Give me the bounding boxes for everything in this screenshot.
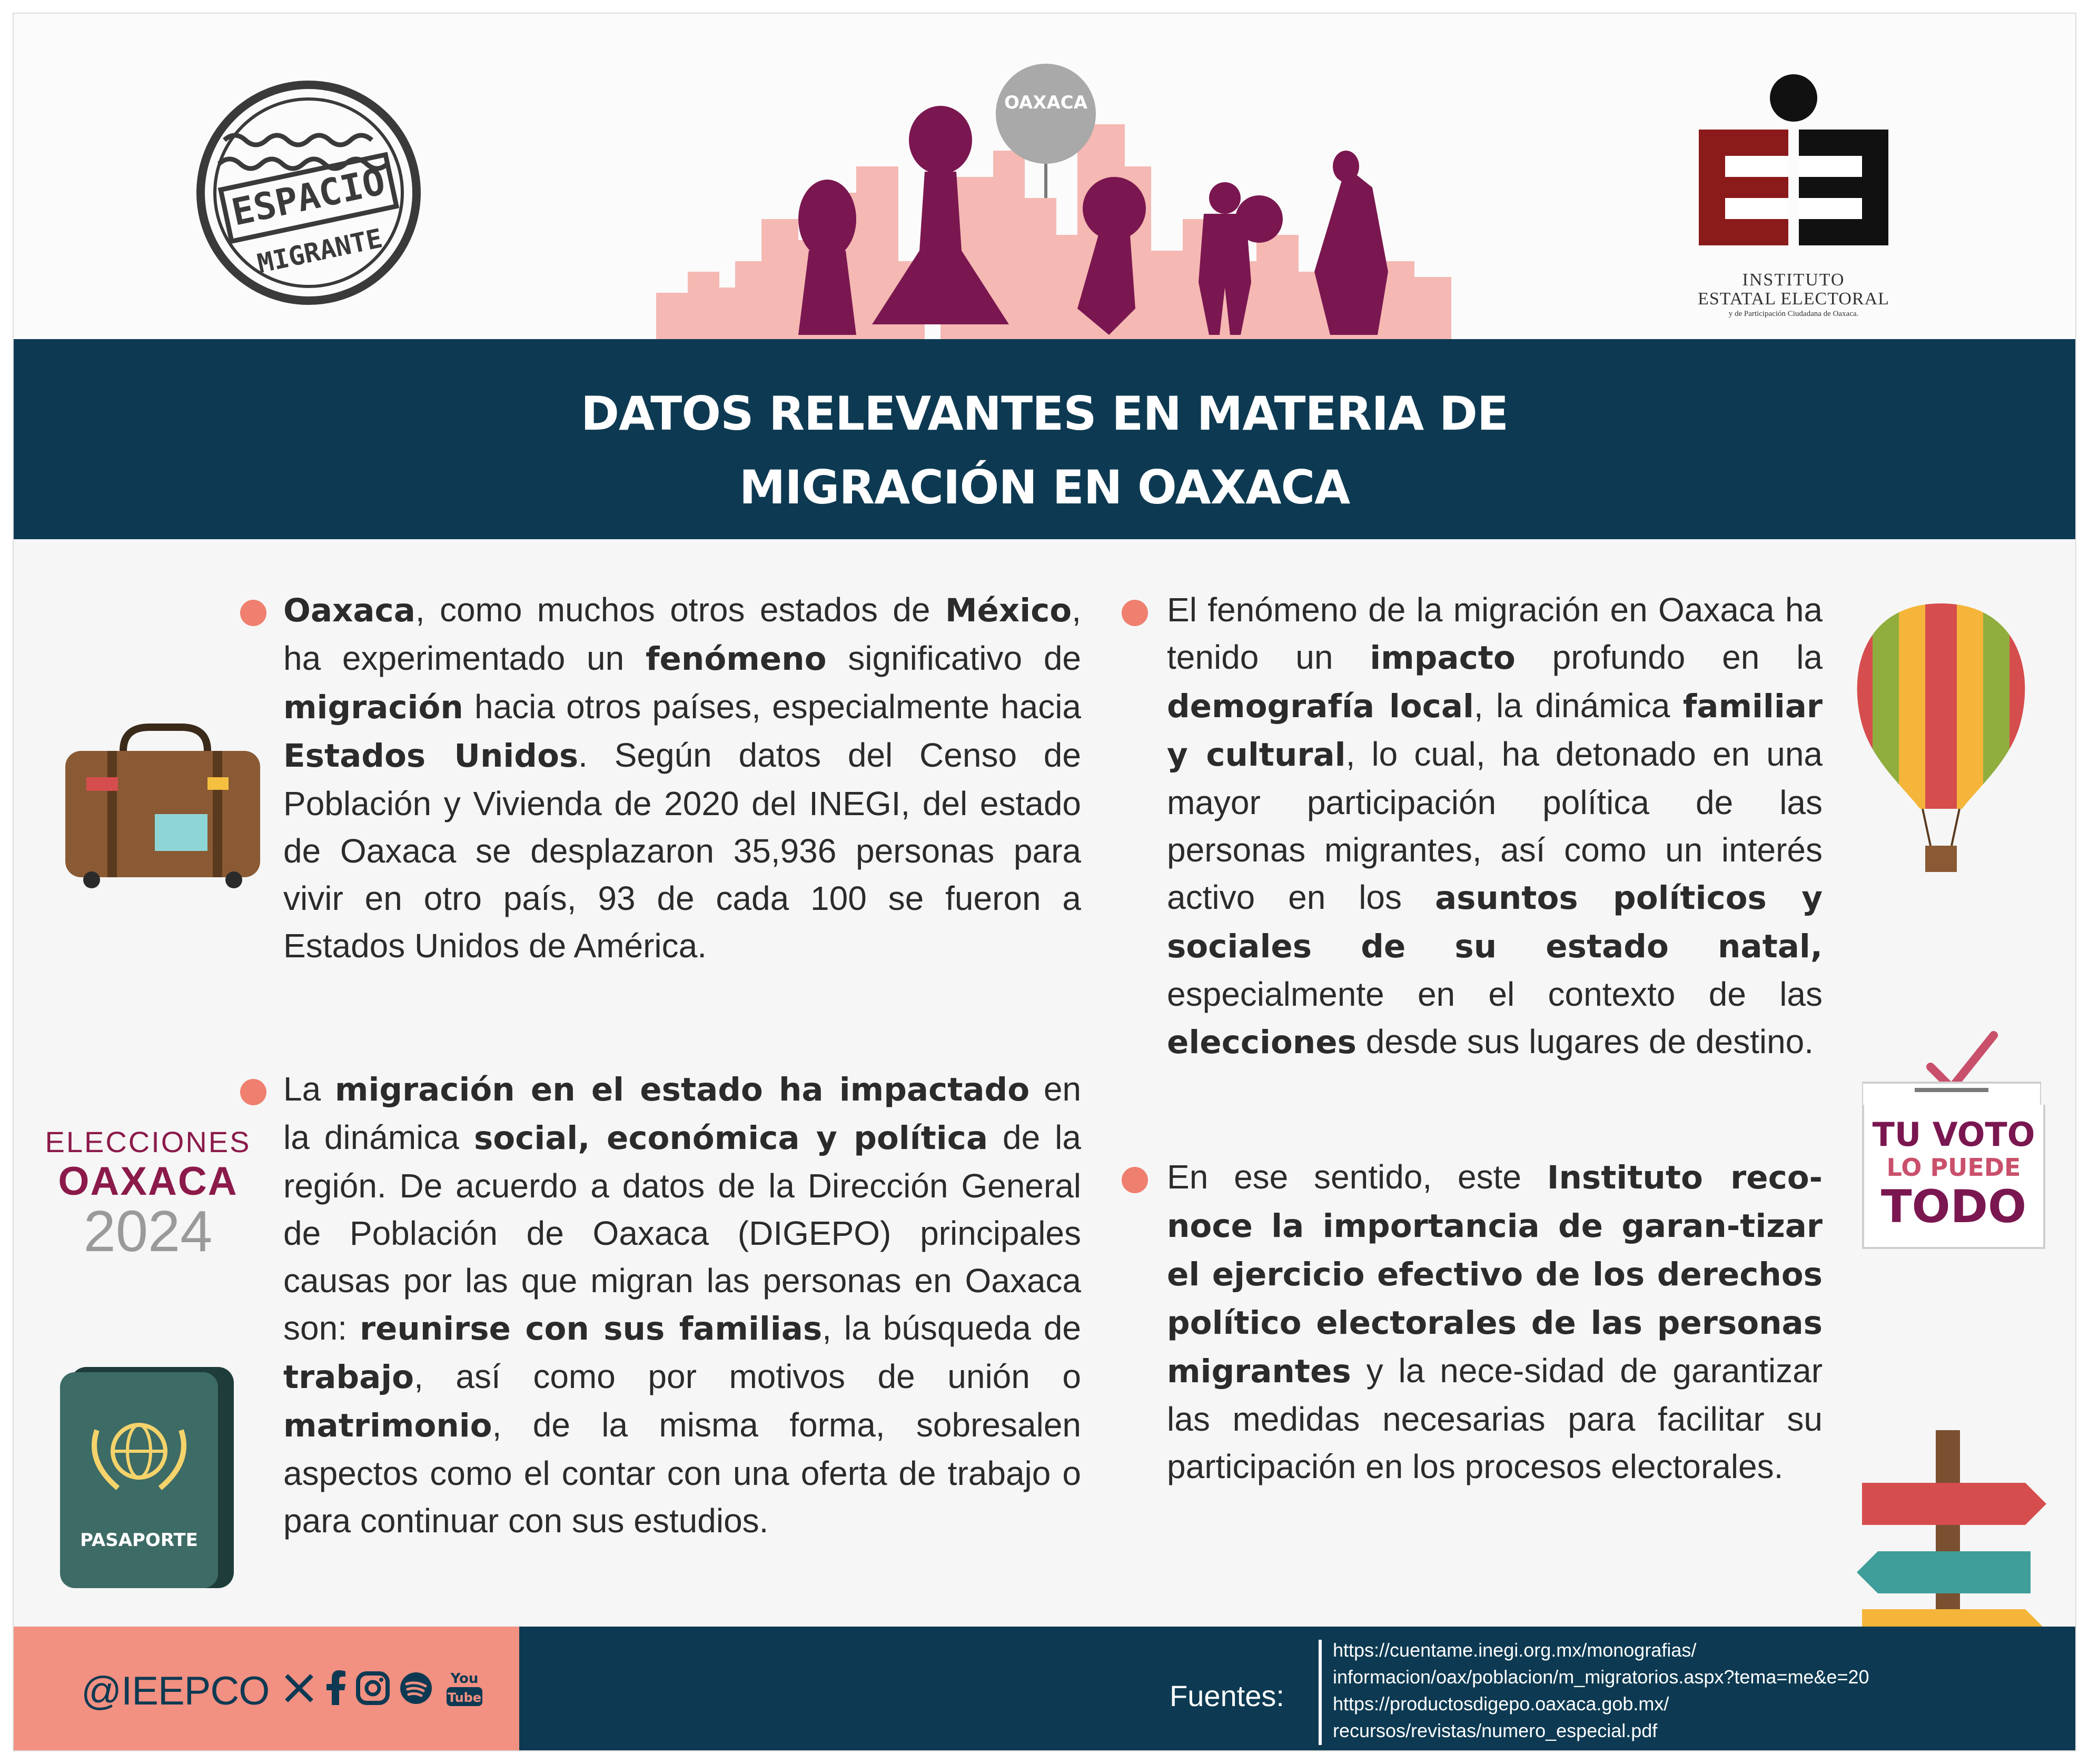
bullet-4 <box>1122 1167 1148 1193</box>
emphasis-text: social, económica y política <box>473 1119 988 1157</box>
body-text: , de la misma forma, sobresalen aspectos como el contar con una oferta de trabajo o para continuar con sus estudios. <box>283 1406 1081 1540</box>
emphasis-text: impacto <box>1370 639 1516 677</box>
left-paragraph-1 <box>283 586 1081 969</box>
right-paragraph-1 <box>1167 586 1823 1066</box>
body-text: significativo de <box>826 639 1082 677</box>
ieepco-name-line2: ESTATAL ELECTORAL <box>1698 289 1889 309</box>
ieepco-name <box>1694 271 1894 319</box>
emphasis-text: demografía local <box>1167 688 1474 725</box>
youtube-icon-bottom: Tube <box>447 1690 482 1705</box>
spotify-icon[interactable] <box>399 1671 433 1705</box>
body-text: desde sus lugares de destino. <box>1356 1023 1814 1061</box>
emphasis-text: fenómeno <box>646 640 827 678</box>
facebook-icon[interactable] <box>325 1670 346 1705</box>
passport-label: PASAPORTE <box>80 1530 198 1551</box>
x-icon[interactable] <box>283 1672 315 1704</box>
body-text: en la dinámica <box>283 1070 1082 1156</box>
instagram-icon[interactable] <box>356 1671 390 1705</box>
vote-line2: LO PUEDE <box>1886 1153 2021 1182</box>
right-paragraph-2 <box>1167 1153 1823 1490</box>
vote-line1: TU VOTO <box>1872 1115 2035 1154</box>
body-text: , la búsqueda de <box>822 1309 1081 1347</box>
ieepco-name-line1: INSTITUTO <box>1742 270 1845 290</box>
emphasis-text: México <box>945 592 1072 629</box>
emphasis-text: asuntos políticos y sociales de su estado natal, <box>1167 879 1823 965</box>
stamp-line2: MIGRANTE <box>254 223 385 280</box>
body-text: En ese sentido, este <box>1167 1158 1547 1196</box>
page-title-line2: MIGRACIÓN EN OAXACA <box>739 460 1350 514</box>
emphasis-text: familiar y cultural <box>1167 688 1823 774</box>
body-text: . Según datos del Censo de Población y Vivienda de 2020 del INEGI, del estado de Oaxaca se desplazaron 35,936 personas para vivir en otro país, 93 de cada 100 se fueron a Estados Unidos de América. <box>283 736 1081 965</box>
sources-divider <box>1319 1640 1322 1745</box>
emphasis-text: migración en el estado ha impactado <box>334 1071 1030 1108</box>
passport-illustration <box>55 1362 244 1593</box>
left-paragraph-2 <box>283 1065 1081 1544</box>
infographic-frame <box>13 13 2076 1751</box>
source-line[interactable]: https://productosdigepo.oaxaca.gob.mx/ <box>1333 1693 1669 1715</box>
emphasis-text: Oaxaca <box>283 592 415 629</box>
elecciones-line2: OAXACA <box>58 1159 238 1204</box>
suitcase-illustration <box>55 719 271 893</box>
body-text: hacia otros países, especialmente hacia <box>463 688 1081 726</box>
source-line[interactable]: recursos/revistas/numero_especial.pdf <box>1333 1720 1658 1741</box>
elecciones-year: 2024 <box>83 1199 213 1264</box>
body-text: , así como por motivos de unión o <box>414 1357 1081 1395</box>
sources-list <box>1333 1637 1869 1744</box>
youtube-icon-top: You <box>450 1671 479 1687</box>
emphasis-text: migración <box>283 689 463 726</box>
body-text: , la dinámica <box>1473 687 1683 725</box>
emphasis-text: elecciones <box>1167 1024 1357 1061</box>
header <box>14 14 2075 339</box>
vote-line3: TODO <box>1880 1181 2027 1233</box>
tu-voto-box <box>1862 1105 2045 1249</box>
elecciones-oaxaca-2024-logo <box>35 1124 261 1264</box>
hot-air-balloon-illustration <box>1841 598 2041 893</box>
body-text: , lo cual, ha detonado en una mayor participación política de las personas migrantes, así como un interés activo en los <box>1167 735 1823 916</box>
balloon-label: OAXACA <box>1004 92 1088 113</box>
bullet-3 <box>1122 600 1148 626</box>
emphasis-text: reunirse con sus familias <box>359 1310 823 1347</box>
espacio-migrante-stamp <box>193 77 424 309</box>
body-text: , como muchos otros estados de <box>415 591 945 629</box>
ballot-checkmark-icon <box>1862 1030 2041 1109</box>
social-handle[interactable]: @IEEPCO <box>81 1669 270 1713</box>
source-line[interactable]: informacion/oax/poblacion/m_migratorios.aspx?tema=me&e=20 <box>1333 1666 1869 1688</box>
emphasis-text: Estados Unidos <box>283 737 579 775</box>
emphasis-text: Instituto reco-noce la importancia de garan-tizar el ejercicio efectivo de los derechos político electorales de las personas migrantes <box>1167 1159 1823 1390</box>
sources-label: Fuentes: <box>1170 1679 1284 1712</box>
youtube-icon[interactable] <box>443 1667 486 1709</box>
page-title <box>14 377 2075 524</box>
page-title-line1: DATOS RELEVANTES EN MATERIA DE <box>580 387 1509 441</box>
bullet-1 <box>240 600 266 626</box>
emphasis-text: trabajo <box>283 1359 414 1396</box>
body-text: especialmente en el contexto de las <box>1167 975 1823 1013</box>
source-line[interactable]: https://cuentame.inegi.org.mx/monografias/ <box>1333 1639 1697 1661</box>
bullet-2 <box>240 1079 266 1105</box>
body-text: y la nece-sidad de garantizar las medidas necesarias para facilitar su participación en los procesos electorales. <box>1167 1352 1823 1485</box>
oaxaca-skyline-illustration <box>646 61 1467 340</box>
ieepco-logo <box>1694 72 1894 272</box>
ieepco-name-line3: y de Participación Ciudadana de Oaxaca. <box>1728 310 1859 318</box>
body-text: La <box>283 1070 335 1108</box>
stamp-line1: ESPACIO <box>227 160 389 234</box>
body-text: , ha experimentado un <box>283 591 1081 677</box>
body-text: profundo en la <box>1515 638 1823 676</box>
emphasis-text: matrimonio <box>283 1407 492 1444</box>
body-text: El fenómeno de la migración en Oaxaca ha tenido un <box>1167 591 1823 676</box>
elecciones-line1: ELECCIONES <box>45 1125 251 1158</box>
body-text: de la región. De acuerdo a datos de la Dirección General de Población de Oaxaca (DIGEPO) principales causas por las que migran las personas en Oaxaca son: <box>283 1118 1081 1347</box>
